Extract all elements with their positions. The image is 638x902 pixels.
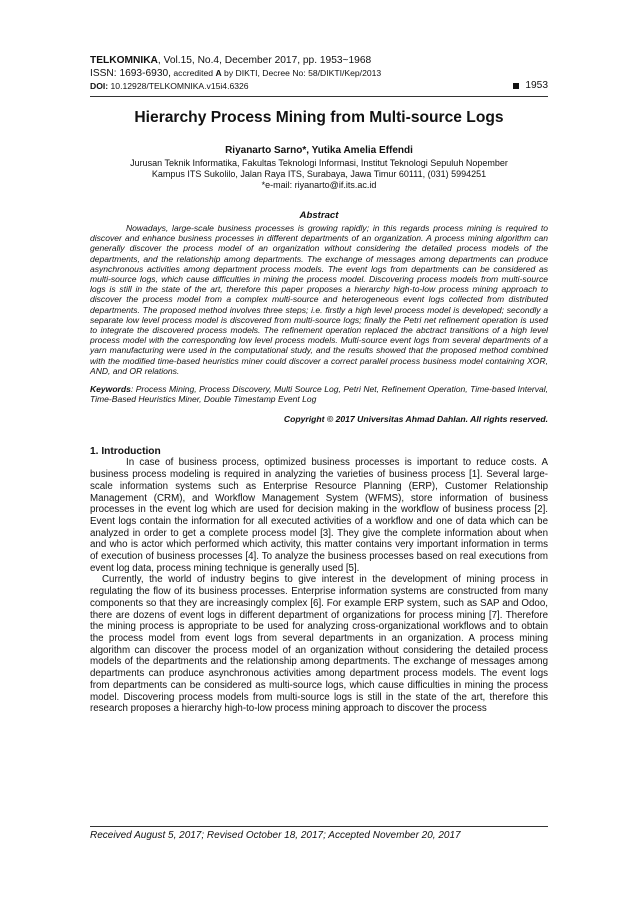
footer-rule — [90, 826, 548, 827]
page-number: 1953 — [525, 80, 548, 91]
abstract-body: Nowadays, large-scale business processes is growing rapidly; in this regards process mining is required to discover and enhance business processes in different departments of an organization. A process mining algorithm can generally discover the process model of an organization without considering the detailed process models of the departments, and the relationship among departments. The exchange of messages among departments can produce asynchronous activities among department process models. The event logs from departments can be considered as multi-source logs, which cause difficulties in mining the process model. Discovering process models from multi-source logs is still in the state of the art, therefore this paper proposes a hierarchy high-to-low process mining approach to discover the process model from a complex multi-source and heterogeneous event logs collected from distributed departments. The proposed method involves three steps; i.e. firstly a high level process model is developed; secondly a separate low level process model is discovered from multi-source logs; finally the Petri net refinement operation is used to integrate the discovered process models. The refinement operation replaced the abctract transitions of a high level process model with the corresponding low level process models. Multi-source event logs from several departments of a yarn manufacturing were used in the computational study, and the results showed that the proposed method combined with the modified time-based heuristics miner could discover a correct parallel process business model containing XOR, AND, and OR relations. — [90, 223, 548, 376]
issn-tail: by DIKTI, Decree No: 58/DIKTI/Kep/2013 — [221, 68, 382, 78]
authors: Riyanarto Sarno*, Yutika Amelia Effendi — [225, 145, 413, 156]
journal-header — [90, 55, 548, 92]
journal-line — [90, 55, 548, 67]
keywords-text: : Process Mining, Process Discovery, Multi Source Log, Petri Net, Refinement Operation, Time-based Interval, Time-Based Heuristics Miner, Double Timestamp Event Log — [90, 384, 548, 405]
paragraph — [90, 574, 548, 714]
paragraph-text: Currently, the world of industry begins to give interest in the development of mining process in regulating the flow of its business processes. Enterprise information systems are constructed from many components so that they are increasingly complex [6]. For example ERP system, such as SAP and Odoo, there are dozens of event logs in different department of organizations for process mining [7]. Therefore the mining process is appropriate to be used for analyzing cross-organizational workflows and to obtain the process model from event logs from several departments in an organization. A process mining algorithm can discover the process model of an organization without considering the detailed process models of the departments and the relationship among departments. The exchange of messages among departments can produce asynchronous activities among department process models. The event logs from departments can be considered as multi-source logs, which cause difficulties in mining the process model. Discovering process models from multi-source logs is still in the state of the art, therefore this research proposes a hierarchy high-to-low process mining approach to discover the process — [90, 574, 548, 715]
keywords-label: Keywords — [90, 384, 131, 395]
introduction-body — [90, 457, 548, 714]
affiliation-line: Kampus ITS Sukolilo, Jalan Raya ITS, Surabaya, Jawa Timur 60111, (031) 5994251 — [151, 169, 487, 179]
page-footer — [90, 826, 548, 841]
paragraph-text: In case of business process, optimized business processes is important to reduce costs. A business process modeling is required in analyzing the varieties of business process [1]. Several large-scale information systems such as Enterprise Resource Planning (ERP), Customer Relationship Management (CRM), and Workflow Management System (WFMS), store information of business processes in the event log which are used for decision making in the workflow of business process [2]. Event logs contain the information for all executed activities of a workflow and one of data which can be analyzed in order to get a complete process model [3]. They give the complete information about when and who is actor which performed which activity, this matter contains very important information in terms of execution of business processes [4]. To analyze the business processes based on real executions from event log data, process mining technique is generally used [5]. — [90, 457, 548, 574]
received-dates: Received August 5, 2017; Revised October 18, 2017; Accepted November 20, 2017 — [90, 830, 461, 841]
paragraph — [90, 457, 548, 574]
doi-line — [90, 80, 548, 92]
doi-label: DOI: — [90, 81, 109, 91]
journal-name: TELKOMNIKA — [90, 55, 158, 66]
paper-page — [90, 55, 548, 715]
doi-value: 10.12928/TELKOMNIKA.v15i4.6326 — [108, 81, 249, 91]
abstract-text — [90, 223, 548, 376]
affiliation — [90, 158, 548, 191]
header-rule — [90, 96, 548, 97]
keywords — [90, 384, 548, 404]
issn-accred: accredited — [171, 68, 216, 78]
issn-line — [90, 67, 548, 80]
paper-title: Hierarchy Process Mining from Multi-source Logs — [134, 109, 504, 126]
abstract-heading: Abstract — [299, 210, 339, 221]
journal-issue: , Vol.15, No.4, December 2017, pp. 1953~1968 — [157, 55, 372, 66]
issn-main: ISSN: 1693-6930, — [90, 68, 171, 79]
issn-grade: A — [215, 68, 222, 78]
copyright: Copyright © 2017 Universitas Ahmad Dahlan. All rights reserved. — [283, 414, 548, 425]
section-heading: 1. Introduction — [90, 446, 161, 458]
affiliation-line: Jurusan Teknik Informatika, Fakultas Teknologi Informasi, Institut Teknologi Sepuluh Nopember — [130, 158, 508, 168]
page-number-box — [513, 80, 548, 92]
affiliation-email: *e-mail: riyanarto@if.its.ac.id — [261, 180, 377, 190]
square-bullet-icon — [513, 83, 519, 89]
